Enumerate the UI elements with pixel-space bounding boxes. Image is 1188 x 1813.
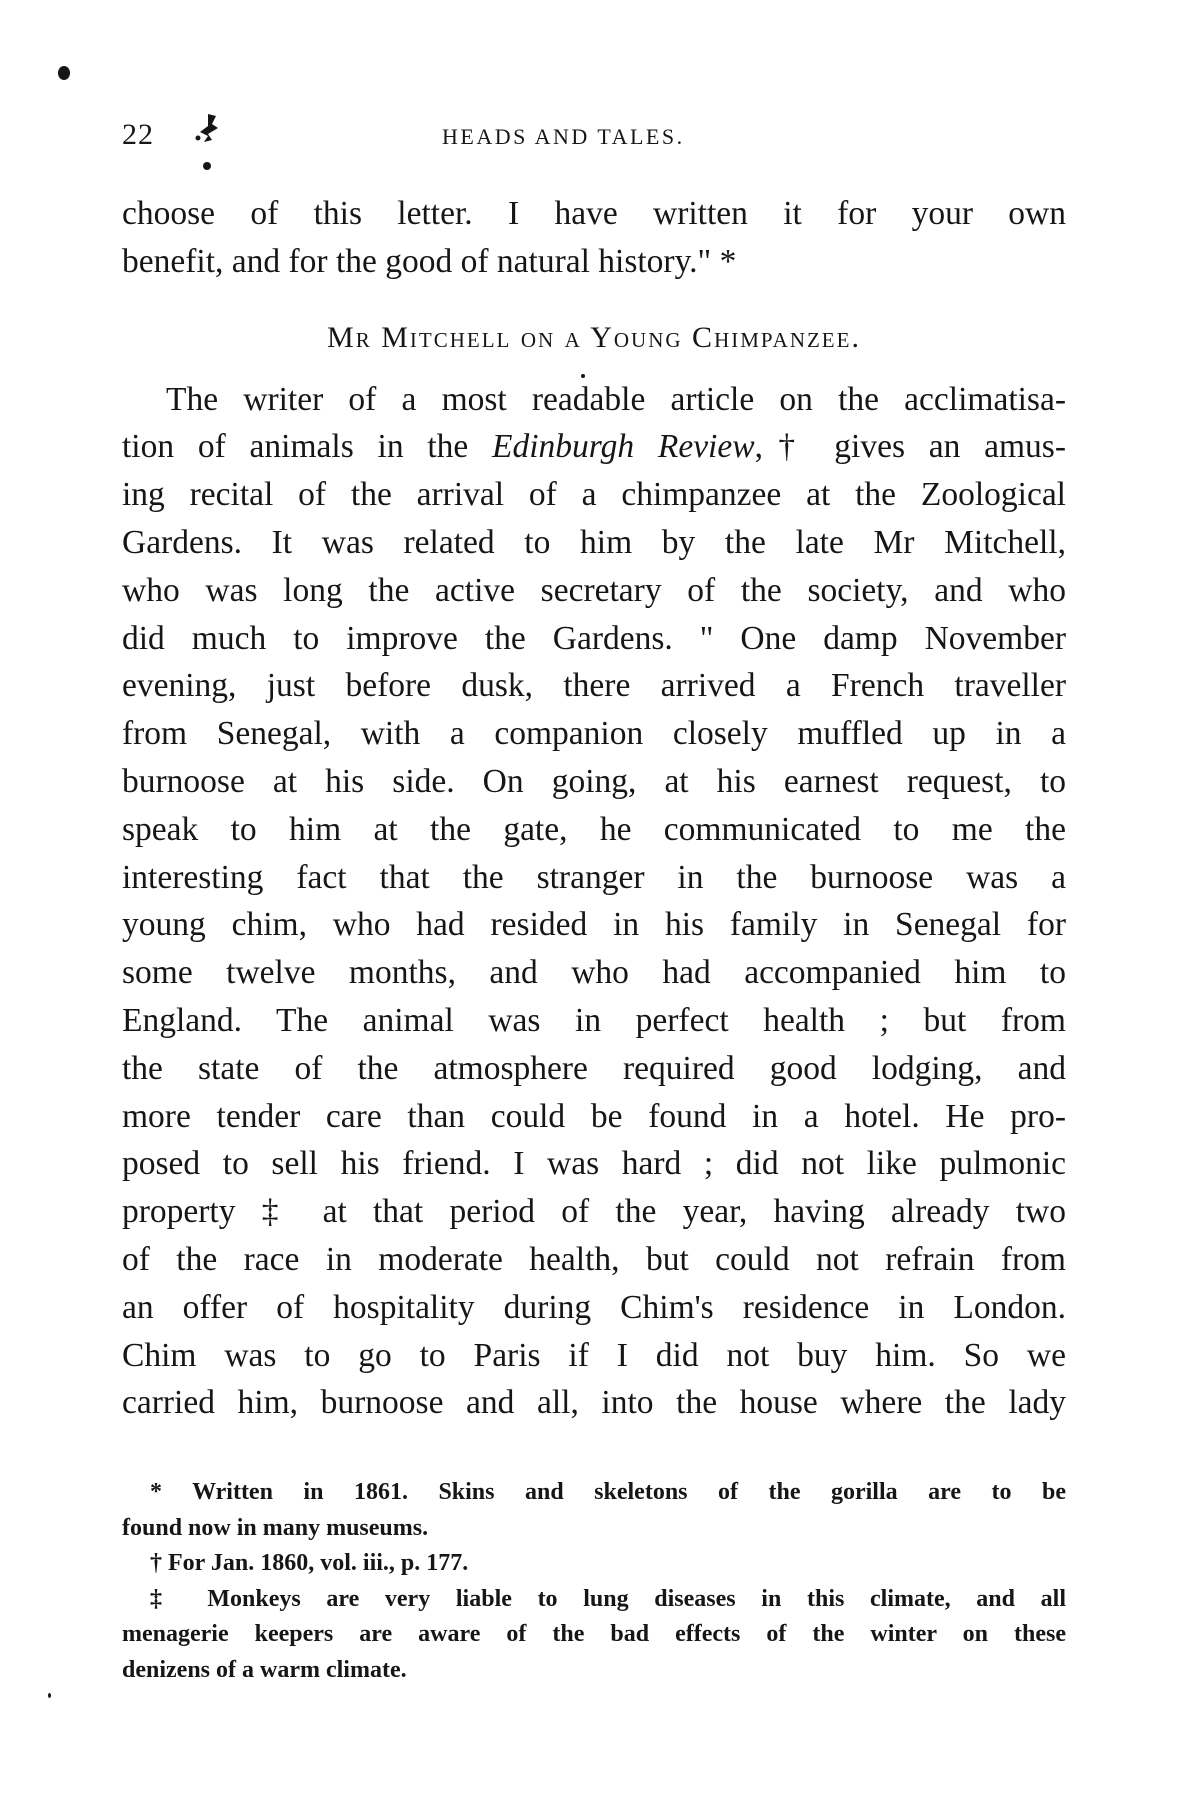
section-heading: Mr Mitchell on a Young Chimpanzee. bbox=[327, 320, 861, 354]
ink-speck-icon bbox=[48, 1693, 51, 1698]
text-line: carried him, burnoose and all, into the house where the lady bbox=[122, 1384, 1066, 1422]
footnote-line: ‡ Monkeys are very liable to lung diseases in this climate, and all bbox=[150, 1585, 1066, 1612]
text-line: Gardens. It was related to him by the late Mr Mitchell, bbox=[122, 523, 1066, 561]
text-line: evening, just before dusk, there arrived a French traveller bbox=[122, 667, 1066, 705]
text-line: Chim was to go to Paris if I did not buy him. So we bbox=[122, 1336, 1066, 1374]
page-header bbox=[122, 118, 1066, 162]
journal-title: Edinburgh Review bbox=[492, 428, 755, 466]
text-line: did much to improve the Gardens. " One damp November bbox=[122, 619, 1066, 657]
text-line: young chim, who had resided in his family in Senegal for bbox=[122, 906, 1066, 944]
footnote-line: denizens of a warm climate. bbox=[122, 1656, 407, 1683]
text-line: burnoose at his side. On going, at his earnest request, to bbox=[122, 762, 1066, 800]
text-line: choose of this letter. I have written it for your own bbox=[122, 195, 1066, 232]
text-line: tion of animals in the Edinburgh Review,† gives an amus- bbox=[122, 428, 1066, 466]
text-line: speak to him at the gate, he communicated to me the bbox=[122, 810, 1066, 848]
text-line: The writer of a most readable article on the acclimatisa- bbox=[166, 380, 1066, 418]
text-line: from Senegal, with a companion closely muffled up in a bbox=[122, 715, 1066, 753]
text-line: England. The animal was in perfect health ; but from bbox=[122, 1001, 1066, 1039]
text-line: benefit, and for the good of natural history." * bbox=[122, 242, 737, 280]
footnote-line: * Written in 1861. Skins and skeletons of the gorilla are to be bbox=[150, 1479, 1066, 1505]
footnote-line: found now in many museums. bbox=[122, 1514, 429, 1541]
text-line: ing recital of the arrival of a chimpanzee at the Zoological bbox=[122, 476, 1066, 514]
text-line: an offer of hospitality during Chim's residence in London. bbox=[122, 1288, 1066, 1326]
running-title: HEADS AND TALES. bbox=[442, 124, 685, 149]
ink-speck-icon bbox=[58, 66, 70, 80]
footnote-line: menagerie keepers are aware of the bad effects of the winter on these bbox=[122, 1621, 1066, 1647]
text-line: who was long the active secretary of the society, and who bbox=[122, 571, 1066, 609]
page-body bbox=[122, 190, 1066, 1427]
text-line: property ‡ at that period of the year, having already two bbox=[122, 1193, 1066, 1231]
page-number: 22 bbox=[122, 118, 154, 151]
footnote-line: † For Jan. 1860, vol. iii., p. 177. bbox=[150, 1550, 469, 1576]
text-line: interesting fact that the stranger in the burnoose was a bbox=[122, 858, 1066, 896]
text-line: more tender care than could be found in a hotel. He pro- bbox=[122, 1097, 1066, 1135]
ornament-icon bbox=[190, 110, 230, 180]
text-line: posed to sell his friend. I was hard ; did not like pulmonic bbox=[122, 1145, 1066, 1183]
footnotes bbox=[122, 1475, 1066, 1688]
text-line: the state of the atmosphere required good lodging, and bbox=[122, 1049, 1066, 1087]
text-line: of the race in moderate health, but could not refrain from bbox=[122, 1240, 1066, 1278]
text-line: some twelve months, and who had accompanied him to bbox=[122, 954, 1066, 992]
